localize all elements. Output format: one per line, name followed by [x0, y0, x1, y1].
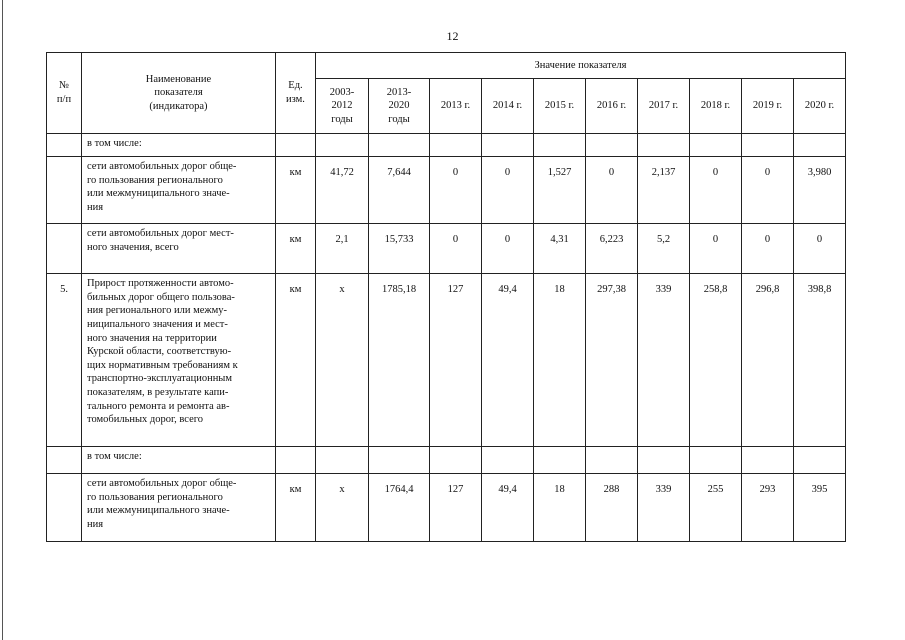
value-cell: 41,72	[316, 157, 369, 224]
value-cell: х	[316, 474, 369, 542]
value-cell: 1,527	[534, 157, 586, 224]
col-header-year: 2016 г.	[586, 79, 638, 134]
value-cell: 0	[482, 157, 534, 224]
col-header-year: 2020 г.	[794, 79, 846, 134]
value-cell	[638, 447, 690, 474]
value-cell: 4,31	[534, 224, 586, 274]
col-header-group: Значение показателя	[316, 53, 846, 79]
unit-cell: км	[276, 224, 316, 274]
indicator-name: сети автомобильных дорог обще- го пользования регионального или межмуниципального значе- ния	[82, 474, 276, 542]
value-cell	[316, 447, 369, 474]
value-cell: 127	[430, 474, 482, 542]
value-cell	[534, 134, 586, 157]
table-row	[47, 274, 846, 447]
value-cell	[586, 447, 638, 474]
value-cell: 0	[430, 224, 482, 274]
value-cell: 395	[794, 474, 846, 542]
value-cell: 0	[482, 224, 534, 274]
unit-cell: км	[276, 474, 316, 542]
col-header-year: 2003- 2012 годы	[316, 79, 369, 134]
unit-cell: км	[276, 157, 316, 224]
col-header-year: 2019 г.	[742, 79, 794, 134]
value-cell	[742, 447, 794, 474]
value-cell: 339	[638, 474, 690, 542]
value-cell: 0	[430, 157, 482, 224]
col-header-year: 2013 г.	[430, 79, 482, 134]
row-number	[47, 134, 82, 157]
table-row	[47, 224, 846, 274]
col-header-year: 2018 г.	[690, 79, 742, 134]
value-cell	[430, 447, 482, 474]
row-number	[47, 447, 82, 474]
indicator-table	[46, 52, 846, 542]
table-row	[47, 474, 846, 542]
value-cell	[794, 447, 846, 474]
table-row	[47, 157, 846, 224]
value-cell: 5,2	[638, 224, 690, 274]
col-header-number: № п/п	[47, 53, 82, 134]
subheader-label: в том числе:	[82, 134, 276, 157]
value-cell	[482, 134, 534, 157]
value-cell: 49,4	[482, 474, 534, 542]
value-cell	[316, 134, 369, 157]
value-cell: 296,8	[742, 274, 794, 447]
row-number	[47, 224, 82, 274]
value-cell: 6,223	[586, 224, 638, 274]
col-header-year: 2017 г.	[638, 79, 690, 134]
value-cell: 127	[430, 274, 482, 447]
unit-cell	[276, 447, 316, 474]
unit-cell	[276, 134, 316, 157]
value-cell	[534, 447, 586, 474]
value-cell: 339	[638, 274, 690, 447]
value-cell: 288	[586, 474, 638, 542]
row-number	[47, 474, 82, 542]
value-cell	[369, 134, 430, 157]
value-cell	[638, 134, 690, 157]
unit-cell: км	[276, 274, 316, 447]
value-cell	[482, 447, 534, 474]
value-cell	[586, 134, 638, 157]
value-cell	[690, 134, 742, 157]
indicator-name: Прирост протяженности автомо- бильных дорог общего пользова- ния регионального или межму- ниципального значения и мест- ного значения на территории Курской области, соответствую- щих нормативным требованиям к транспортно-эксплуатационным показателям, в результате капи- тального ремонта и ремонта ав- томобильных дорог, всего	[82, 274, 276, 447]
value-cell: 18	[534, 274, 586, 447]
value-cell: 49,4	[482, 274, 534, 447]
value-cell: 255	[690, 474, 742, 542]
value-cell: 1764,4	[369, 474, 430, 542]
value-cell	[742, 134, 794, 157]
value-cell: 297,38	[586, 274, 638, 447]
value-cell: 398,8	[794, 274, 846, 447]
value-cell	[794, 134, 846, 157]
table-subheader-row	[47, 134, 846, 157]
value-cell: 1785,18	[369, 274, 430, 447]
value-cell: 2,1	[316, 224, 369, 274]
value-cell: 7,644	[369, 157, 430, 224]
row-number: 5.	[47, 274, 82, 447]
indicator-name: сети автомобильных дорог мест- ного значения, всего	[82, 224, 276, 274]
col-header-year: 2014 г.	[482, 79, 534, 134]
value-cell: 0	[742, 224, 794, 274]
col-header-unit: Ед. изм.	[276, 53, 316, 134]
page-number: 12	[446, 29, 459, 43]
page-edge-rule	[2, 0, 3, 640]
value-cell	[690, 447, 742, 474]
value-cell: 293	[742, 474, 794, 542]
value-cell: 2,137	[638, 157, 690, 224]
value-cell: 3,980	[794, 157, 846, 224]
col-header-year: 2015 г.	[534, 79, 586, 134]
value-cell: 15,733	[369, 224, 430, 274]
value-cell	[430, 134, 482, 157]
value-cell: 0	[586, 157, 638, 224]
value-cell: 0	[690, 157, 742, 224]
value-cell: 0	[742, 157, 794, 224]
indicator-name: сети автомобильных дорог обще- го пользования регионального или межмуниципального значе- ния	[82, 157, 276, 224]
value-cell: х	[316, 274, 369, 447]
subheader-label: в том числе:	[82, 447, 276, 474]
col-header-name: Наименование показателя (индикатора)	[82, 53, 276, 134]
value-cell: 18	[534, 474, 586, 542]
value-cell: 0	[690, 224, 742, 274]
table-subheader-row	[47, 447, 846, 474]
col-header-year: 2013- 2020 годы	[369, 79, 430, 134]
value-cell	[369, 447, 430, 474]
value-cell: 258,8	[690, 274, 742, 447]
row-number	[47, 157, 82, 224]
value-cell: 0	[794, 224, 846, 274]
